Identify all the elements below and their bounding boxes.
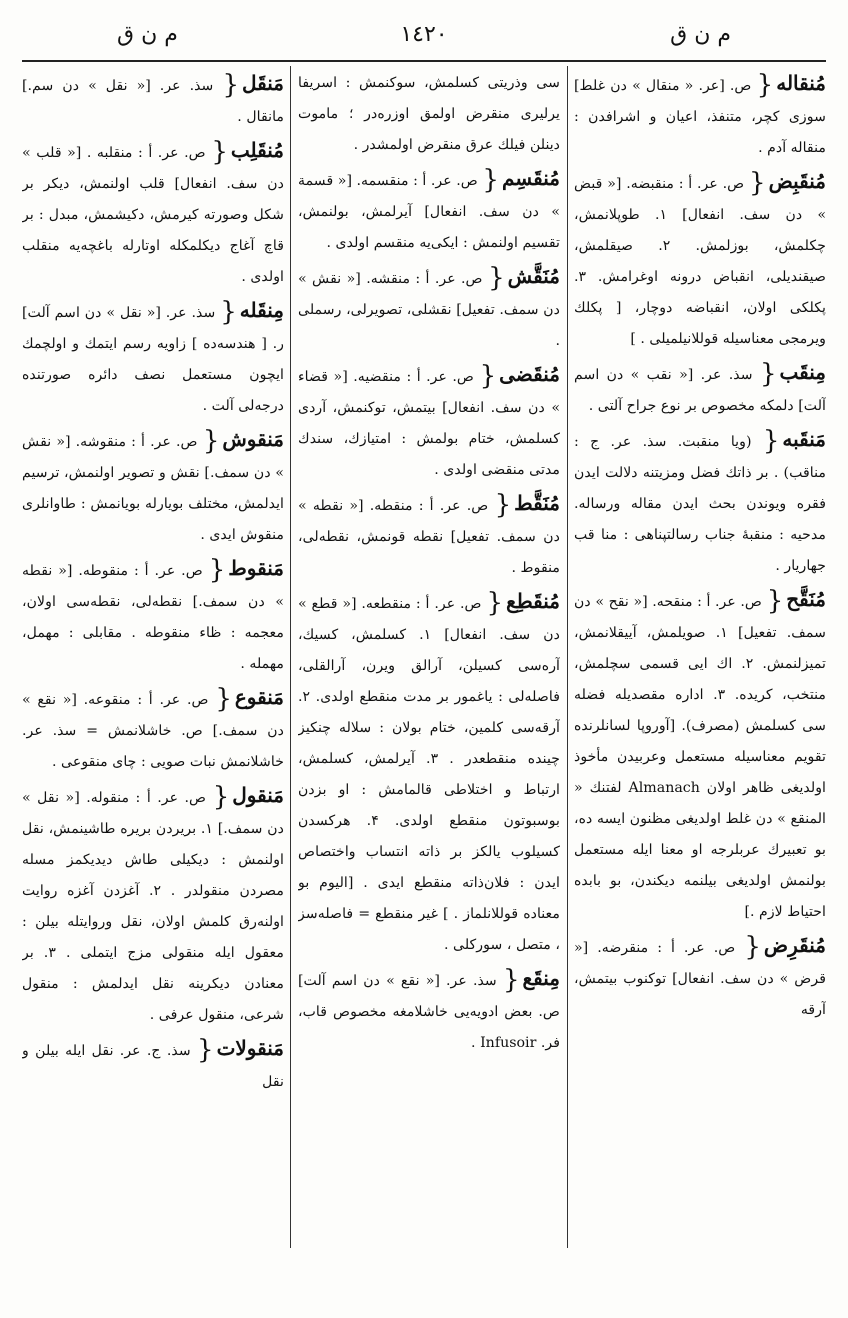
- entry-headword: مُنقَلِب: [230, 138, 284, 162]
- column-divider-left: [290, 66, 291, 1248]
- dictionary-entry: [22, 780, 284, 1031]
- entry-definition: ص. عر. أ : منقبضه. [« قبض » دن سف. انفعال] ۱. طوپلانمش، چکلمش، بوزلمش. ۲. صیقلمش، صیقندیلی، انقباض درونه اوغرامش. ۳. پکلکی اولان، انقباضه دوچار، [ پکلك ویرمجی معناسیله قوللانیلمیلی . ]: [574, 176, 826, 347]
- entry-definition: ص. عر. أ : منقطعه. [« قطع » دن سف. انفعال] ۱. کسلمش، کسیك، آره‌سی کسیلن، آرالق ویرن، آرالقلی، فاصله‌لی : یاغمور بر مدت منقطع اولدی. ۲. آرقه‌سی کلمین، ختام بولان : سلاله چنکیز چینده منقطعدر . ۳. آیرلمش، کسلمش، ارتباط و اختلاطی قالمامش : او بزدن بوسبوتون منقطع اولدی. ۴. هرکسدن کسیلوب یالکز بر ذاته انتساب واختصاص ایدن : فلان‌ذاته منقطع ایدی . [الیوم بو معناده قوللانلماز . ] غیر منقطع = فاصله‌سز ، متصل ، سورکلی .: [298, 596, 560, 953]
- entry-headword: مَنقول: [232, 783, 284, 807]
- entry-brace: {: [222, 70, 239, 100]
- entry-headword: مُنقَرِض: [763, 933, 826, 957]
- entry-headword: مُنقَطِع: [506, 589, 560, 613]
- entry-headword: مُنَقَّط: [514, 491, 560, 515]
- dictionary-entry: [298, 359, 560, 486]
- entry-definition: سذ. ج. عر. نقل ایله بیلن و نقل: [22, 1043, 284, 1090]
- entry-brace: {: [744, 932, 761, 962]
- dictionary-entry: [574, 930, 826, 1026]
- entry-brace: {: [208, 555, 226, 585]
- entry-brace: {: [494, 490, 512, 520]
- dictionary-entry: [298, 586, 560, 961]
- entry-definition: ص. عر. أ : منقوله. [« نقل » دن سمف.] ۱. بریردن بریره طاشینمش، نقل اولنمش : دیکیلی طاش دیدیکمز مسله مصردن منقولدر . ۲. آغزدن آغزه روایت اولنه‌رق کلمش اولان، نقل وروایتله بیلن : معقول ایله منقولی مزج ایتملی . ۳. بر معنادن دیکرینه نقل ایدلمش : منقول شرعی، منقول عرفی .: [22, 790, 284, 1023]
- entry-headword: مُنقاله: [776, 71, 826, 95]
- entry-definition: سذ. عر. [« نقب » دن اسم آلت] دلمکه مخصوص بر نوع جراح آلتی .: [574, 367, 826, 414]
- entry-brace: {: [197, 1035, 214, 1065]
- dictionary-entry: [574, 584, 826, 928]
- entry-definition: ص. عر. أ : منقسمه. [« قسمة » دن سف. انفعال] آیرلمش، بولنمش، تقسیم اولنمش : ایکی‌یه منقسم اولدی .: [298, 173, 560, 251]
- entry-headword: مَنقوع: [234, 685, 284, 709]
- dictionary-entry: [298, 261, 560, 357]
- dictionary-entry: [574, 166, 826, 355]
- page-header: [22, 10, 826, 56]
- entry-brace: {: [215, 684, 232, 714]
- entry-brace: {: [479, 361, 497, 391]
- entry-definition: ص. عر. أ : منقوعه. [« نقع » دن سمف.] ص. خاشلانمش = سذ. عر. خاشلانمش نبات صویی : چای منقوعی .: [22, 692, 284, 770]
- entry-definition: ص. [عر. « منقال » دن غلط] سوزی کچر، متنفذ، اعیان و اشرافدن : منقاله آدم .: [574, 78, 826, 156]
- entry-headword: مَنقوش: [222, 427, 284, 451]
- entry-definition: ص. عر. أ : منقوشه. [« نقش » دن سمف.] نقش و تصویر اولنمش، ترسیم ایدلمش، مختلف بویارله بویانمش : طاوانلری منقوش ایدی .: [22, 434, 284, 543]
- entry-definition: ص. عر. أ : منقضیه. [« قضاء » دن سف. انفعال] بیتمش، توکنمش، آردی کسلمش، ختام بولمش : امتیازك، سندك مدتی منقضی اولدی .: [298, 369, 560, 478]
- dictionary-entry: [22, 295, 284, 422]
- dictionary-entry: [574, 68, 826, 164]
- dictionary-entry: [574, 424, 826, 582]
- entry-brace: {: [202, 426, 220, 456]
- entry-headword: مَنقَبه: [782, 427, 826, 451]
- entry-brace: {: [766, 586, 784, 616]
- dictionary-entry: [22, 135, 284, 293]
- entry-definition: ص. عر. أ : منقوطه. [« نقطه » دن سمف.] نقطه‌لی، نقطه‌سی اولان، معجمه : ظاء منقوطه . مقابلی : مهمل، مهمله .: [22, 563, 284, 672]
- entry-brace: {: [759, 359, 777, 389]
- dictionary-entry: [298, 963, 560, 1059]
- entry-brace: {: [488, 263, 505, 293]
- dictionary-entry: [574, 357, 826, 422]
- dictionary-entry: [22, 553, 284, 680]
- entry-headword: مَنقولات: [216, 1036, 284, 1060]
- header-rule: [22, 60, 826, 62]
- entry-headword: مُنَقَّش: [507, 264, 560, 288]
- entry-headword: مَنقوط: [228, 556, 284, 580]
- page-number: ١٤٢٠: [400, 22, 448, 47]
- entry-headword: مُنقَضی: [499, 362, 560, 386]
- entry-headword: مِنقَب: [779, 360, 826, 384]
- entry-headword: مَنقَل: [241, 71, 284, 95]
- entry-definition: ص. عر. أ : منقرضه. [« قرض » دن سف. انفعال] توکنوب بیتمش، آرقه: [574, 940, 826, 1018]
- entry-headword: مُنَقَّح: [786, 587, 826, 611]
- column-middle: [298, 68, 560, 1248]
- entry-definition: ص. عر. أ : منقحه. [« نقح » دن سمف. تفعیل] ۱. صویلمش، آییقلانمش، تمیزلنمش. ۲. اك ایی قسمی سچلمش، منتخب، کریده. ۳. اداره مقصدیله فضله سی کسلمش (مصرف). [آوروپا لسانلرنده تقویم معناسیله مستعمل وعربیدن مأخوذ اولدیغی ظاهر اولان Almanach لفتنك « المنقع » دن غلط اولدیغی مظنون ایسه ده، بو تعبیرك عربلرجه او معنا ایله مستعمل بولنمش اولدیغی بیلنمه دیکندن، بو بابده احتیاط لازم .]: [574, 594, 826, 920]
- dictionary-entry: [22, 68, 284, 133]
- dictionary-entry: [298, 68, 560, 161]
- entry-brace: {: [220, 297, 237, 327]
- entry-definition: سذ. عر. [« نقل » دن سم.] مانقال .: [22, 78, 284, 125]
- column-divider-right: [567, 66, 568, 1248]
- entry-brace: {: [749, 168, 766, 198]
- dictionary-entry: [22, 424, 284, 551]
- entry-brace: {: [756, 70, 774, 100]
- dictionary-entry: [298, 488, 560, 584]
- entry-definition: ص. عر. أ : منقشه. [« نقش » دن سمف. تفعیل] نقشلی، تصویرلی، رسملی .: [298, 271, 560, 349]
- dictionary-entry: [298, 163, 560, 259]
- dictionary-entry: [22, 1033, 284, 1098]
- entry-definition: ص. عر. أ : منقطه. [« نقطه » دن سمف. تفعیل] نقطه قونمش، نقطه‌لی، منقوط .: [298, 498, 560, 576]
- dictionary-entry: [22, 682, 284, 778]
- entry-definition: سذ. عر. [« نقع » دن اسم آلت] ص. بعض ادویه‌یی خاشلامغه مخصوص قاب، فر. Infusoir .: [298, 973, 560, 1051]
- entry-headword: مُنقَبِض: [768, 169, 826, 193]
- column-right: [574, 68, 826, 1248]
- column-left: [22, 68, 284, 1248]
- entry-headword: مِنقَع: [522, 966, 560, 990]
- entry-headword: مِنقَله: [239, 298, 284, 322]
- entry-brace: {: [762, 426, 780, 456]
- header-right-letters: م ن ق: [670, 22, 731, 47]
- header-left-letters: م ن ق: [117, 22, 178, 47]
- entry-definition: (ویا منقبت. سذ. عر. ج : مناقب) . بر ذاتك فضل ومزیتنه دلالت ایدن فقره ویوندن بحث ایدن مقاله ورساله. مدحیه : منقبهٔ جناب رسالتپناهی : منا قب جهاریار .: [574, 434, 826, 574]
- entry-brace: {: [486, 588, 504, 618]
- entry-brace: {: [211, 137, 228, 167]
- entry-brace: {: [482, 165, 499, 195]
- entry-definition: سی وذریتی کسلمش، سوکنمش : اسریفا یرلیری منقرض اولمق اوزره‌در ؛ ماموت دینلن فیلك عرق منقرض اولمشدر .: [298, 75, 560, 153]
- entry-definition: سذ. عر. [« نقل » دن اسم آلت] ر. [ هندسه‌ده ] زاویه رسم ایتمك و اولچمك ایچون مستعمل نصف دائره صورتنده درجه‌لی آلت .: [22, 305, 284, 414]
- entry-brace: {: [502, 965, 520, 995]
- entry-headword: مُنقَسِم: [501, 166, 560, 190]
- entry-brace: {: [212, 782, 230, 812]
- entry-definition: ص. عر. أ : منقلبه . [« قلب » دن سف. انفعال] قلب اولنمش، دیکر بر شکل وصورته کیرمش، دکیشمش، مبدل : بر قاچ آغاج دیکلمکله اوتارله باغچه‌یه منقلب اولدی .: [22, 145, 284, 285]
